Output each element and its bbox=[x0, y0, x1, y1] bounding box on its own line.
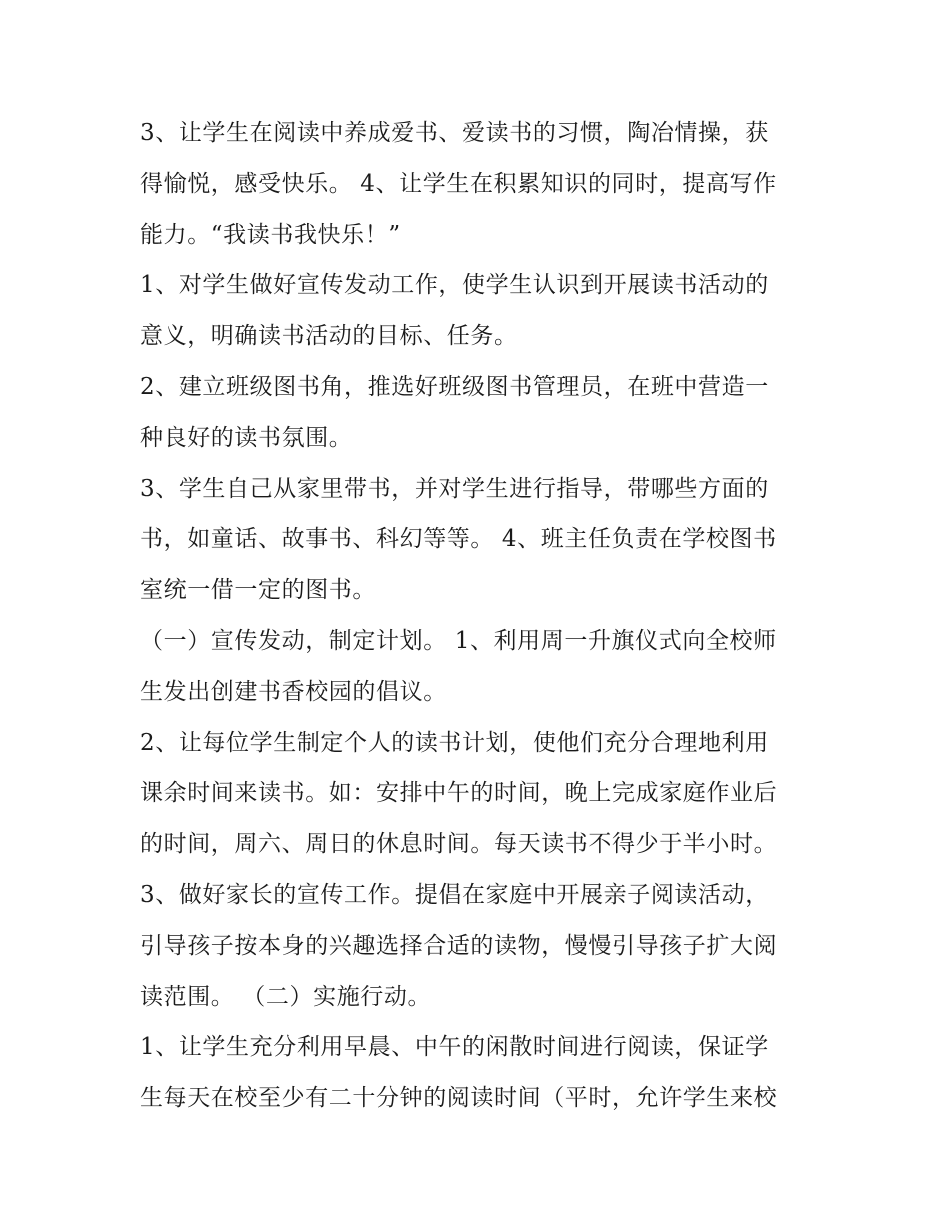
text-line: 1、让学生充分利用早晨、中午的闲散时间进行阅读，保证学 bbox=[140, 1034, 769, 1061]
text-line: 得愉悦，感受快乐。 4、让学生在积累知识的同时，提高写作 bbox=[140, 170, 777, 197]
text-line: 的时间，周六、周日的休息时间。每天读书不得少于半小时。 bbox=[140, 831, 778, 858]
text-line: 室统一借一定的图书。 bbox=[140, 577, 376, 604]
text-line: 生发出创建书香校园的倡议。 bbox=[140, 678, 447, 705]
text-line: 3、学生自己从家里带书，并对学生进行指导，带哪些方面的 bbox=[140, 475, 769, 502]
text-line: 书，如童话、故事书、科幻等等。 4、班主任负责在学校图书 bbox=[140, 526, 777, 553]
text-line: 课余时间来读书。如：安排中午的时间，晚上完成家庭作业后 bbox=[140, 780, 778, 807]
text-line: 能力。“我读书我快乐！” bbox=[140, 221, 401, 248]
document-body bbox=[140, 108, 820, 1124]
text-line: 3、让学生在阅读中养成爱书、爱读书的习惯，陶冶情操，获 bbox=[140, 120, 769, 146]
text-line: （一）宣传发动，制定计划。 1、利用周一升旗仪式向全校师 bbox=[140, 627, 777, 654]
text-line: 2、建立班级图书角，推选好班级图书管理员，在班中营造一 bbox=[140, 373, 769, 400]
text-line: 意义，明确读书活动的目标、任务。 bbox=[140, 323, 518, 350]
text-line: 3、做好家长的宣传工作。提倡在家庭中开展亲子阅读活动， bbox=[140, 881, 769, 908]
text-line: 读范围。 （二）实施行动。 bbox=[140, 983, 432, 1010]
text-line: 种良好的读书氛围。 bbox=[140, 424, 353, 451]
text-line: 引导孩子按本身的兴趣选择合适的读物，慢慢引导孩子扩大阅 bbox=[140, 932, 778, 959]
text-line: 生每天在校至少有二十分钟的阅读时间（平时，允许学生来校 bbox=[140, 1085, 778, 1112]
text-line: 1、对学生做好宣传发动工作，使学生认识到开展读书活动的 bbox=[140, 272, 769, 299]
text-line: 2、让每位学生制定个人的读书计划，使他们充分合理地利用 bbox=[140, 729, 769, 756]
